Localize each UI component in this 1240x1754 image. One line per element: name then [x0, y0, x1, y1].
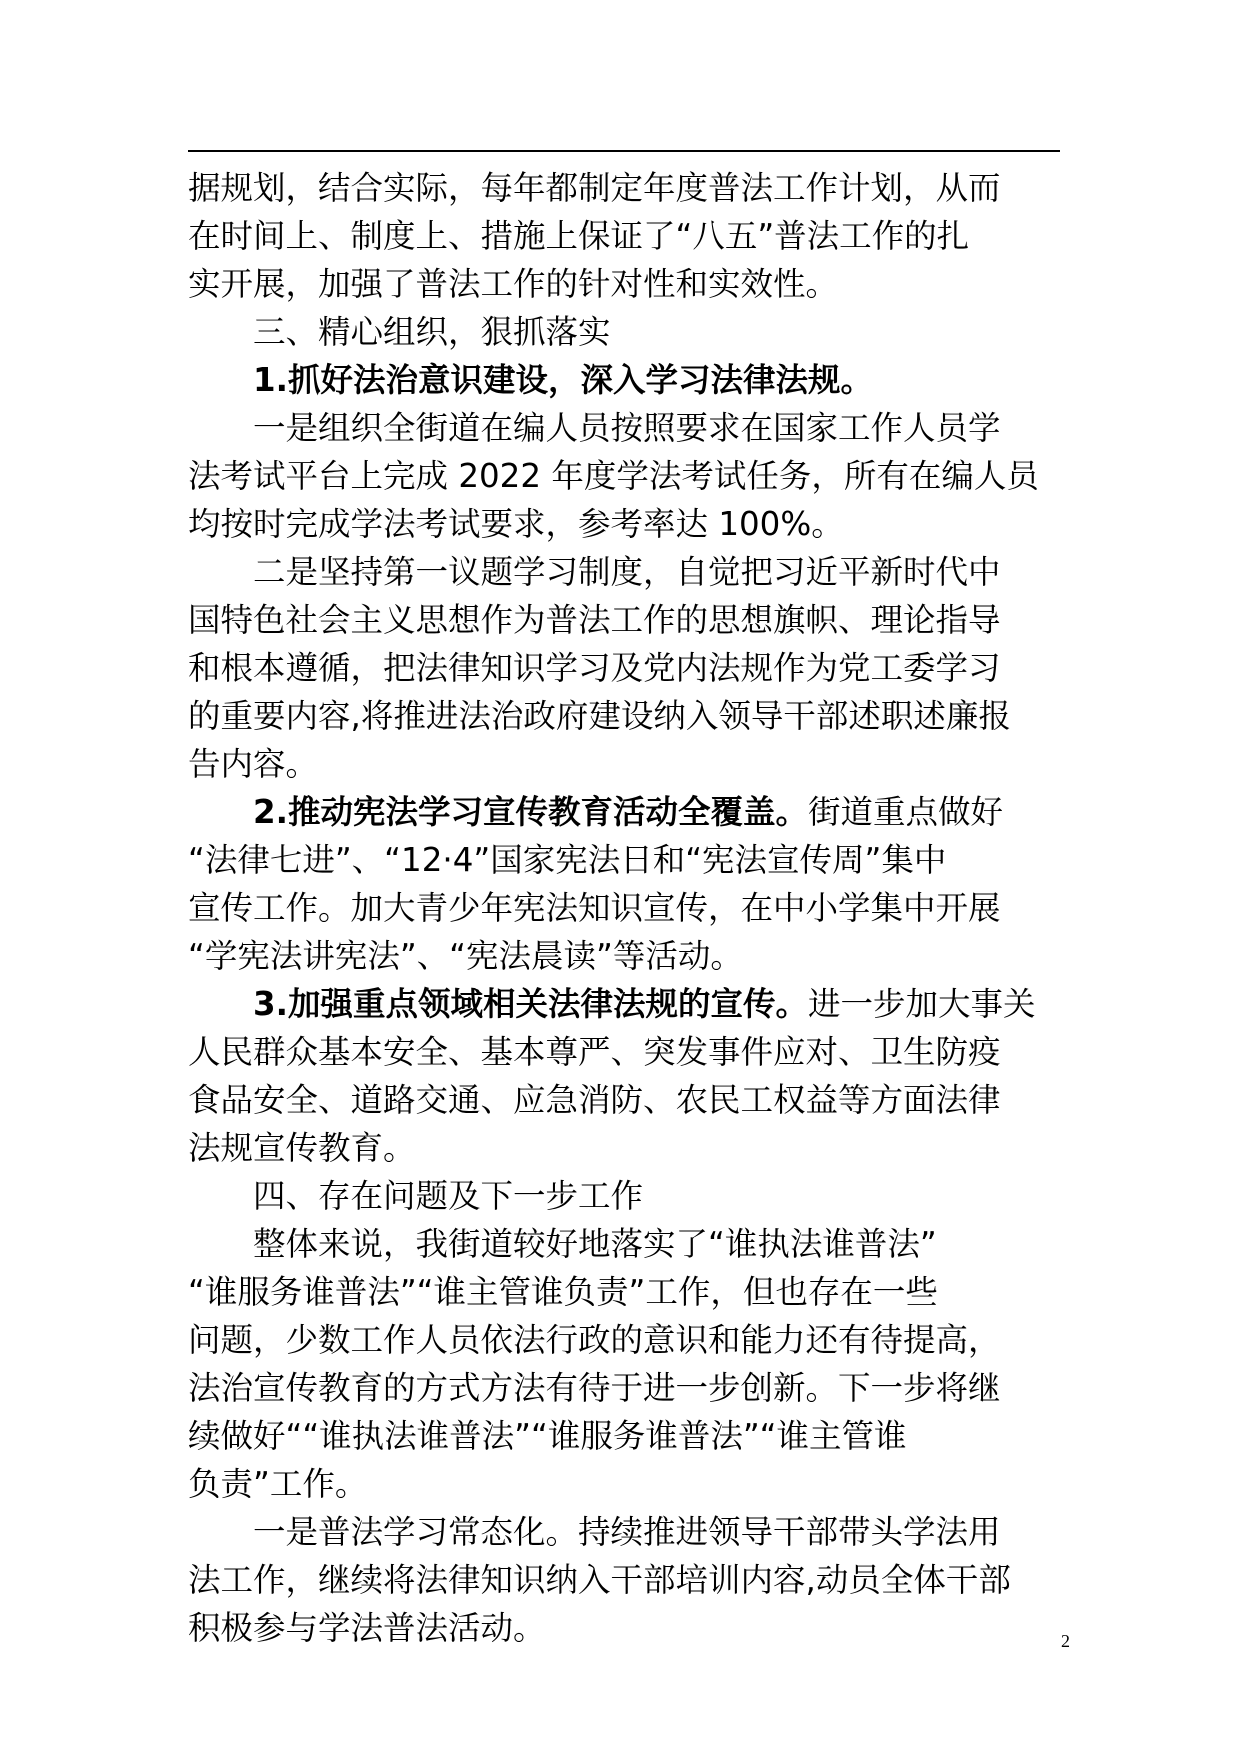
paragraph-line: 法工作，继续将法律知识纳入干部培训内容,动员全体干部 [188, 1561, 1011, 1599]
paragraph-line: 二是坚持第一议题学习制度，自觉把习近平新时代中 [253, 553, 1001, 591]
paragraph-line: 据规划，结合实际，每年都制定年度普法工作计划，从而 [188, 169, 1001, 207]
paragraph-line: 积极参与学法普法活动。 [188, 1609, 546, 1647]
body-text [188, 164, 1063, 1652]
subheading-2-line [188, 788, 1063, 836]
paragraph-line: 问题，少数工作人员依法行政的意识和能力还有待提高， [188, 1321, 1001, 1359]
paragraph-line: 在时间上、制度上、措施上保证了“八五”普法工作的扎 [188, 217, 970, 255]
section-heading-4: 四、存在问题及下一步工作 [253, 1177, 644, 1215]
paragraph-line: 和根本遵循，把法律知识学习及党内法规作为党工委学习 [188, 649, 1001, 687]
subheading-3: 3.加强重点领域相关法律法规的宣传。 [253, 985, 808, 1023]
paragraph-line: 实开展，加强了普法工作的针对性和实效性。 [188, 265, 839, 303]
paragraph-line: 续做好““谁执法谁普法”“谁服务谁普法”“谁主管谁 [188, 1417, 907, 1455]
paragraph-line: 整体来说，我街道较好地落实了“谁执法谁普法” [253, 1225, 937, 1263]
paragraph-line: 人民群众基本安全、基本尊严、突发事件应对、卫生防疫 [188, 1033, 1001, 1071]
paragraph-line: “学宪法讲宪法”、“宪法晨读”等活动。 [188, 937, 743, 975]
paragraph-line: 国特色社会主义思想作为普法工作的思想旗帜、理论指导 [188, 601, 1001, 639]
section-heading-3: 三、精心组织，狠抓落实 [253, 313, 611, 351]
paragraph-line: 法考试平台上完成 2022 年度学法考试任务，所有在编人员 [188, 457, 1039, 495]
paragraph-line: 食品安全、道路交通、应急消防、农民工权益等方面法律 [188, 1081, 1001, 1119]
subheading-2: 2.推动宪法学习宣传教育活动全覆盖。 [253, 793, 808, 831]
paragraph-line: 一是组织全街道在编人员按照要求在国家工作人员学 [253, 409, 1001, 447]
paragraph-line: 均按时完成学法考试要求，参考率达 100%。 [188, 505, 844, 543]
paragraph-line: 告内容。 [188, 745, 319, 783]
paragraph-line: 的重要内容,将推进法治政府建设纳入领导干部述职述廉报 [188, 697, 1011, 735]
paragraph-text: 街道重点做好 [807, 793, 1003, 831]
subheading-3-line [188, 980, 1063, 1028]
paragraph-line: 负责”工作。 [188, 1465, 368, 1503]
paragraph-line: 法治宣传教育的方式方法有待于进一步创新。下一步将继 [188, 1369, 1001, 1407]
page-number: 2 [1061, 1631, 1070, 1651]
paragraph-line: 法规宣传教育。 [188, 1129, 416, 1167]
header-rule [188, 150, 1060, 152]
paragraph-line: 宣传工作。加大青少年宪法知识宣传，在中小学集中开展 [188, 889, 1001, 927]
paragraph-line: “法律七进”、“12·4”国家宪法日和“宪法宣传周”集中 [188, 841, 947, 879]
paragraph-text: 进一步加大事关 [807, 985, 1036, 1023]
paragraph-line: “谁服务谁普法”“谁主管谁负责”工作，但也存在一些 [188, 1273, 938, 1311]
paragraph-line: 一是普法学习常态化。持续推进领导干部带头学法用 [253, 1513, 1001, 1551]
subheading-1: 1.抓好法治意识建设，深入学习法律法规。 [253, 361, 873, 399]
